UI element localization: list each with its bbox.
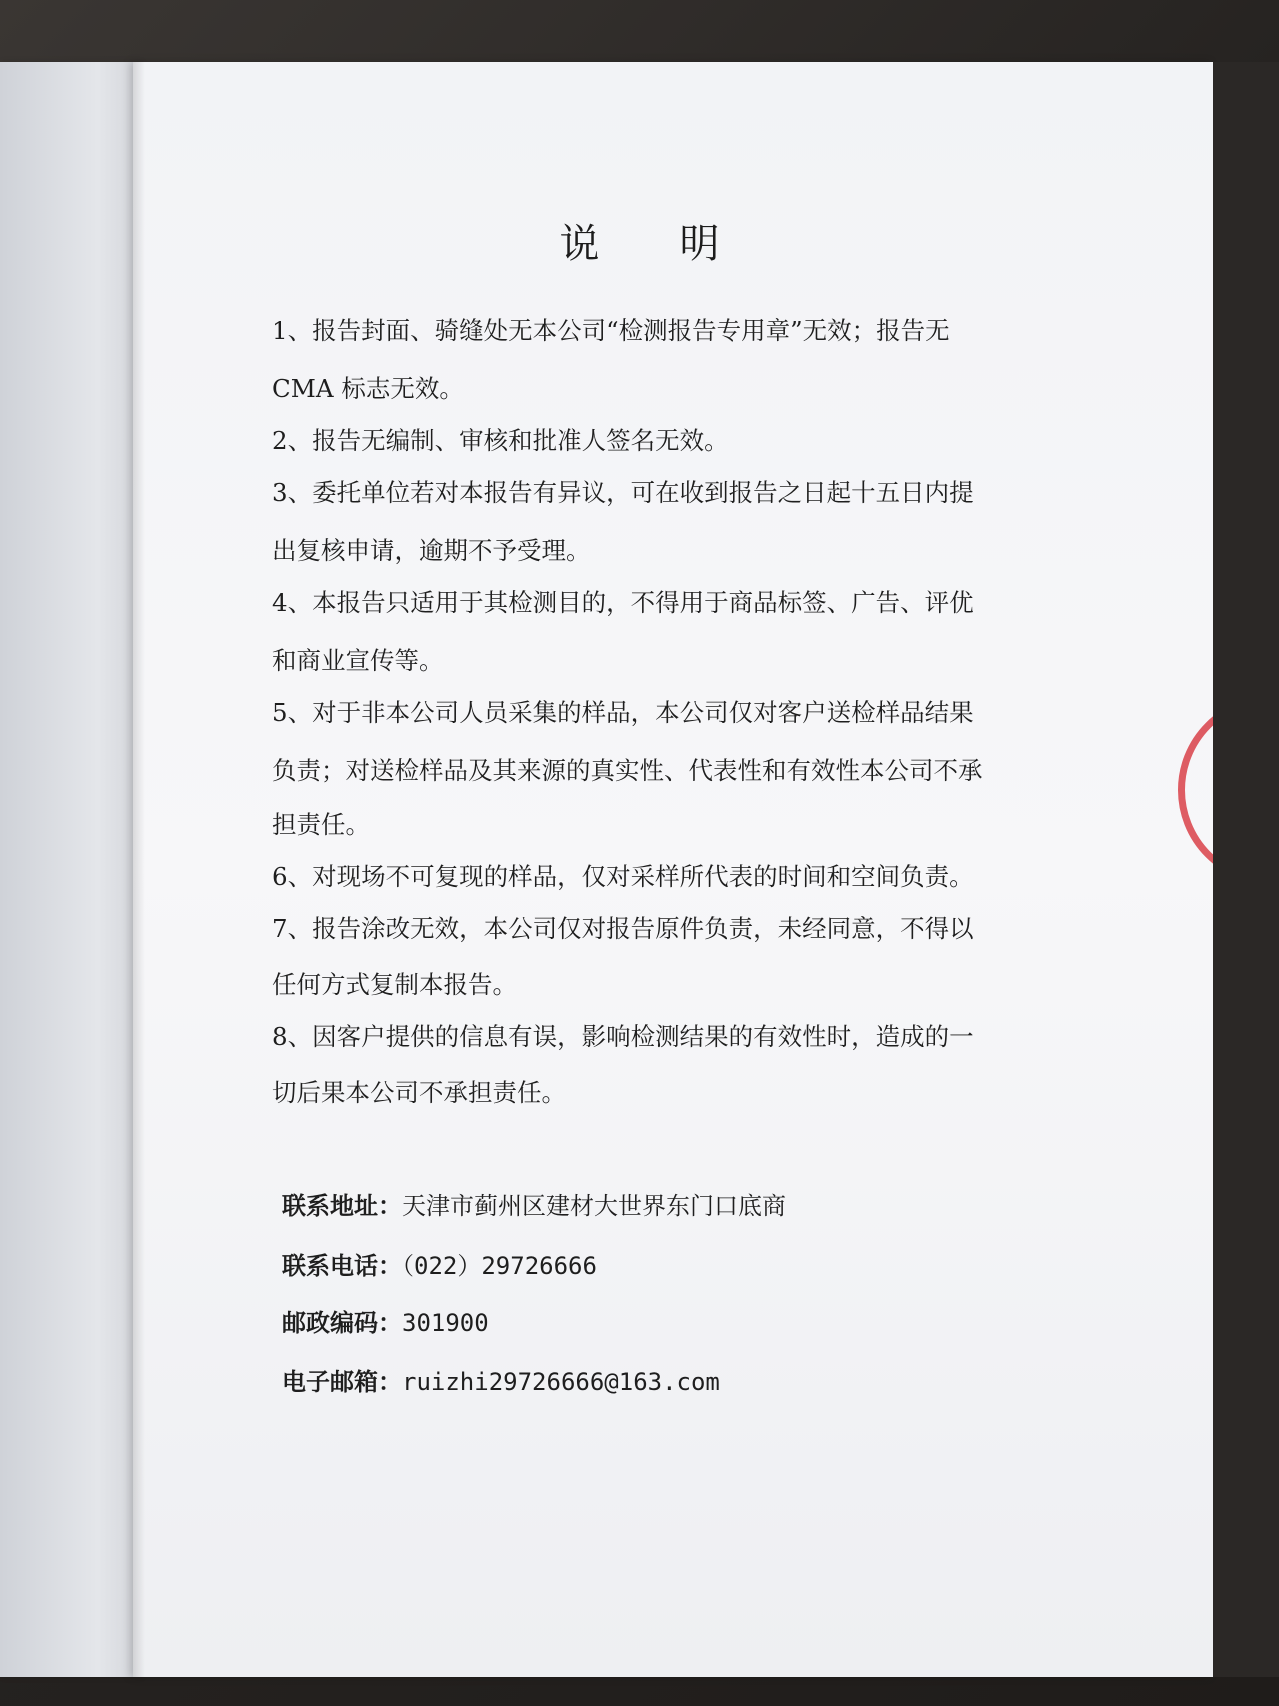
notice-line: 2、报告无编制、审核和批准人签名无效。 (272, 426, 729, 455)
notice-line: 5、对于非本公司人员采集的样品，本公司仅对客户送检样品结果 (272, 698, 974, 727)
page-edge-mask (1213, 62, 1279, 1677)
contact-postcode-value: 301900 (402, 1309, 489, 1337)
contact-phone (282, 1246, 597, 1281)
notice-line: 7、报告涂改无效，本公司仅对报告原件负责，未经同意，不得以 (272, 914, 974, 943)
notice-line: 任何方式复制本报告。 (272, 970, 517, 999)
notice-line: 8、因客户提供的信息有误，影响检测结果的有效性时，造成的一 (272, 1022, 974, 1051)
contact-email-value: ruizhi29726666@163.com (402, 1368, 720, 1396)
page-binding-shadow (133, 62, 145, 1677)
contact-postcode-label: 邮政编码： (282, 1309, 402, 1337)
notice-line: 负责；对送检样品及其来源的真实性、代表性和有效性本公司不承 (272, 756, 983, 785)
contact-address-label: 联系地址： (282, 1192, 402, 1220)
notice-line: 和商业宣传等。 (272, 646, 444, 675)
contact-email-label: 电子邮箱： (282, 1368, 402, 1396)
notice-line: 6、对现场不可复现的样品，仅对采样所代表的时间和空间负责。 (272, 862, 974, 891)
notice-line: 切后果本公司不承担责任。 (272, 1078, 566, 1107)
notice-line: 担责任。 (272, 810, 370, 839)
page-title: 说明 (559, 221, 800, 267)
contact-email (282, 1362, 720, 1397)
contact-address (282, 1186, 786, 1221)
contact-phone-label: 联系电话： (282, 1252, 402, 1280)
contact-address-value: 天津市蓟州区建材大世界东门口底商 (402, 1192, 786, 1220)
notice-line: 4、本报告只适用于其检测目的，不得用于商品标签、广告、评优 (272, 588, 974, 617)
contact-postcode (282, 1303, 489, 1338)
contact-phone-value: （022）29726666 (402, 1252, 597, 1280)
notice-line: CMA 标志无效。 (272, 374, 464, 403)
notice-line: 3、委托单位若对本报告有异议，可在收到报告之日起十五日内提 (272, 478, 974, 507)
notice-line: 出复核申请，逾期不予受理。 (272, 536, 591, 565)
facing-page (0, 62, 140, 1677)
notice-line: 1、报告封面、骑缝处无本公司“检测报告专用章”无效；报告无 (272, 316, 950, 345)
